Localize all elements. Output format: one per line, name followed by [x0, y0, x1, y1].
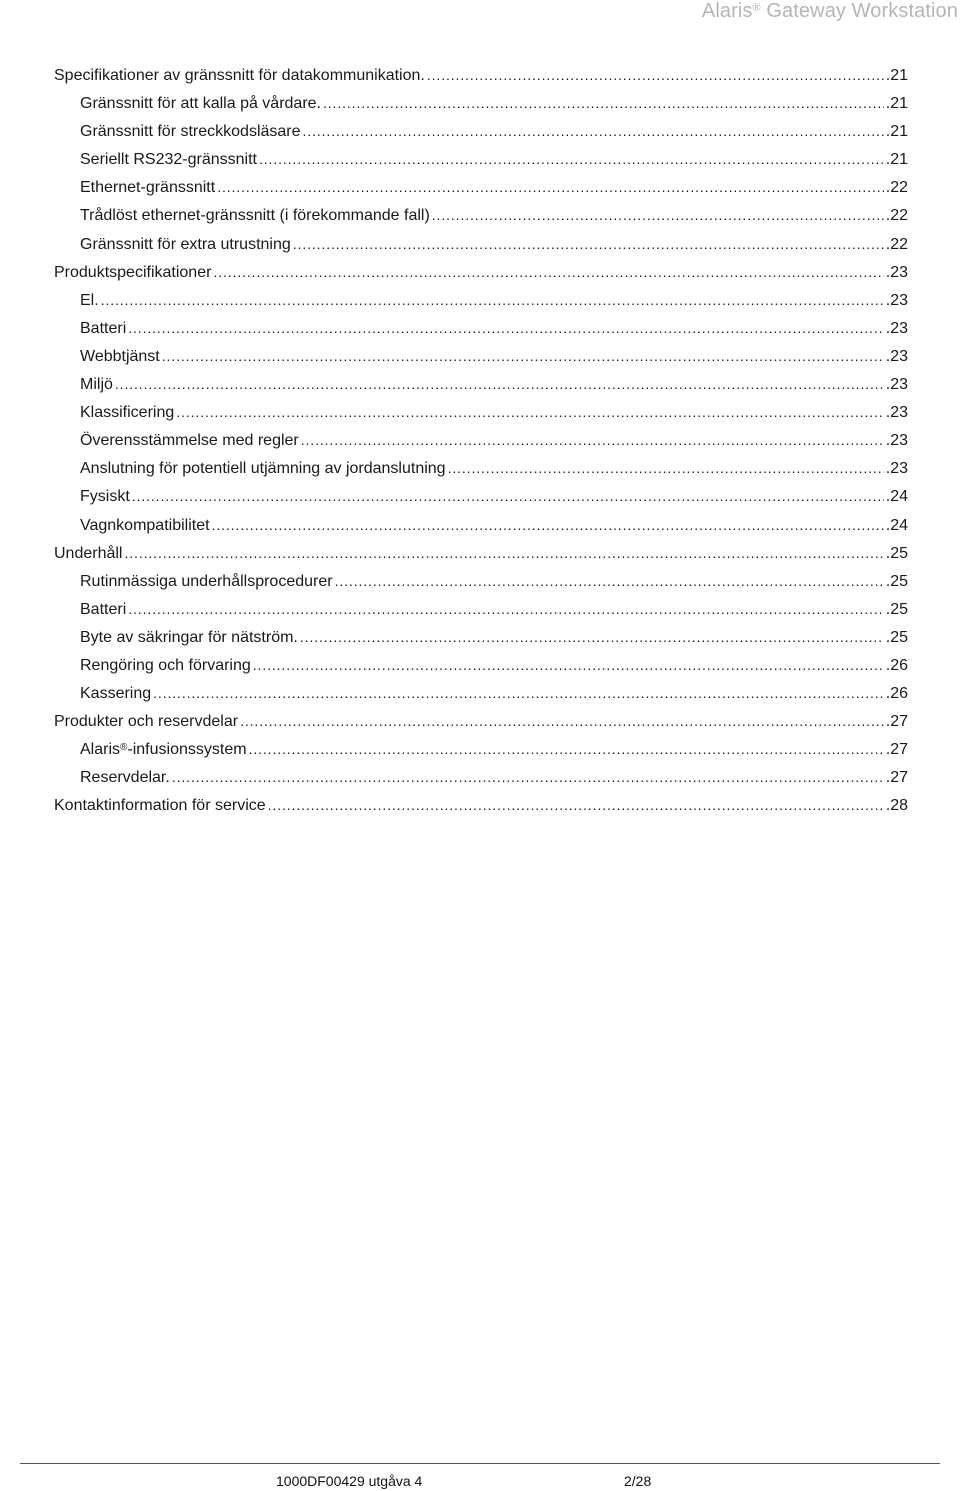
- toc-entry[interactable]: [54, 763, 908, 791]
- toc-dot-leader: [448, 454, 884, 482]
- toc-dot-leader: [162, 342, 884, 370]
- toc-entry[interactable]: [54, 679, 908, 707]
- toc-entry[interactable]: [54, 398, 908, 426]
- toc-entry-title: [80, 427, 299, 455]
- toc-entry[interactable]: [54, 145, 908, 173]
- toc-entry-title: [80, 343, 160, 371]
- toc-entry-title: [80, 174, 215, 202]
- footer-divider: [20, 1463, 940, 1464]
- toc-entry-title: [54, 792, 266, 820]
- toc-entry[interactable]: [54, 454, 908, 482]
- toc-entry-page: .21: [885, 95, 908, 113]
- toc-entry-page: .25: [885, 572, 908, 590]
- toc-entry-title-text: Överensstämmelse med regler: [80, 432, 299, 450]
- toc-entry-title: [80, 90, 321, 118]
- toc-entry-page: .22: [885, 235, 908, 253]
- toc-entry[interactable]: [54, 735, 908, 763]
- toc-dot-leader: [259, 145, 884, 173]
- toc-entry-page: .21: [885, 123, 908, 141]
- toc-entry[interactable]: [54, 595, 908, 623]
- toc-entry[interactable]: [54, 651, 908, 679]
- toc-entry-title: [80, 764, 170, 792]
- toc-entry-title-text: Batteri: [80, 600, 127, 618]
- toc-entry-title: [80, 596, 126, 624]
- header-product: Gateway Workstation: [760, 0, 958, 22]
- toc-entry-title: [80, 512, 210, 540]
- toc-dot-leader: [427, 61, 884, 89]
- toc-entry-title-text: Webbtjänst: [80, 347, 160, 365]
- toc-entry-page: .21: [885, 151, 908, 169]
- toc-dot-leader: [217, 173, 884, 201]
- toc-dot-leader: [176, 398, 883, 426]
- toc-dot-leader: [335, 567, 884, 595]
- toc-dot-leader: [293, 230, 884, 258]
- toc-entry-page: .22: [885, 179, 908, 197]
- toc-entry-page: .25: [885, 600, 908, 618]
- toc-entry-title: [80, 736, 247, 764]
- table-of-contents: [54, 61, 908, 820]
- toc-dot-leader: [432, 201, 884, 229]
- toc-entry-title: [80, 483, 130, 511]
- toc-entry-page: .23: [885, 319, 908, 337]
- toc-entry[interactable]: [54, 370, 908, 398]
- toc-entry[interactable]: [54, 61, 908, 89]
- toc-entry[interactable]: [54, 482, 908, 510]
- toc-dot-leader: [249, 735, 884, 763]
- toc-entry[interactable]: [54, 314, 908, 342]
- toc-entry-title: [80, 455, 446, 483]
- toc-entry-title-text: Alaris: [80, 741, 121, 759]
- toc-entry-title: [80, 680, 151, 708]
- toc-entry-page: .21: [885, 67, 908, 84]
- footer-page-number: 2/28: [624, 1473, 652, 1489]
- toc-dot-leader: [268, 791, 884, 819]
- toc-entry-title: [54, 540, 122, 568]
- toc-dot-leader: [153, 679, 884, 707]
- page-header-title: [702, 0, 958, 23]
- toc-entry-title-text: Batteri: [80, 319, 127, 337]
- toc-entry[interactable]: [54, 258, 908, 286]
- registered-mark: ®: [752, 2, 761, 14]
- toc-entry[interactable]: [54, 791, 908, 819]
- toc-entry-page: .23: [885, 291, 908, 309]
- toc-entry-title: [54, 62, 425, 90]
- toc-entry-title-text: Rengöring och förvaring: [80, 656, 251, 674]
- toc-entry-title-suffix: -infusionssystem: [127, 741, 247, 759]
- toc-entry-title: [80, 146, 257, 174]
- toc-entry-title-text: Underhåll: [54, 544, 123, 562]
- toc-entry-page: .22: [885, 207, 908, 225]
- toc-entry-title-text: Fysiskt: [80, 488, 130, 506]
- toc-entry-title-text: Seriellt RS232-gränssnitt: [80, 151, 257, 169]
- toc-entry-title-text: Kontaktinformation för service: [54, 797, 266, 815]
- toc-entry[interactable]: [54, 539, 908, 567]
- toc-dot-leader: [301, 426, 884, 454]
- toc-entry-title-text: Specifikationer av gränssnitt för datakommunikation.: [54, 67, 425, 84]
- toc-entry[interactable]: [54, 623, 908, 651]
- toc-entry-title-text: Gränssnitt för streckkodsläsare: [80, 123, 301, 141]
- toc-entry-title: [54, 708, 238, 736]
- toc-entry-page: .23: [885, 347, 908, 365]
- toc-entry-title-text: Trådlöst ethernet-gränssnitt (i förekommande fall): [80, 207, 430, 225]
- header-brand: Alaris: [701, 0, 753, 22]
- toc-dot-leader: [132, 482, 884, 510]
- toc-entry[interactable]: [54, 201, 908, 229]
- toc-entry-title: [80, 287, 99, 315]
- toc-dot-leader: [172, 763, 884, 791]
- toc-entry-title-text: Produkter och reservdelar: [54, 713, 239, 731]
- toc-entry[interactable]: [54, 426, 908, 454]
- toc-entry-title: [80, 399, 174, 427]
- toc-entry-page: .25: [885, 544, 908, 562]
- toc-entry-title: [80, 231, 291, 259]
- toc-dot-leader: [300, 623, 884, 651]
- toc-dot-leader: [124, 539, 883, 567]
- toc-dot-leader: [253, 651, 884, 679]
- registered-mark: ®: [120, 742, 128, 754]
- toc-dot-leader: [101, 286, 884, 314]
- toc-entry-page: .26: [885, 685, 908, 703]
- toc-dot-leader: [213, 258, 883, 286]
- toc-entry[interactable]: [54, 286, 908, 314]
- toc-entry[interactable]: [54, 707, 908, 735]
- toc-entry[interactable]: [54, 511, 908, 539]
- toc-entry-title-text: Produktspecifikationer: [54, 263, 212, 281]
- toc-entry-title-text: Byte av säkringar för nätström.: [80, 628, 298, 646]
- toc-entry-title: [80, 568, 333, 596]
- footer-document-id: 1000DF00429 utgåva 4: [276, 1473, 423, 1489]
- toc-entry-title: [80, 652, 251, 680]
- toc-entry-title-text: Anslutning för potentiell utjämning av jordanslutning: [80, 460, 446, 478]
- toc-entry-page: .24: [885, 488, 908, 506]
- toc-entry-title-text: Kassering: [80, 685, 152, 703]
- toc-dot-leader: [128, 595, 884, 623]
- toc-entry-page: .23: [885, 376, 908, 394]
- toc-entry[interactable]: [54, 230, 908, 258]
- toc-entry-page: .28: [885, 797, 908, 815]
- toc-entry-title: [80, 371, 113, 399]
- toc-entry-page: .23: [885, 432, 908, 450]
- toc-entry-title-text: El.: [80, 291, 99, 309]
- toc-entry-page: .25: [885, 628, 908, 646]
- toc-entry-title: [80, 202, 430, 230]
- toc-dot-leader: [115, 370, 884, 398]
- toc-entry-page: .27: [885, 741, 908, 759]
- toc-entry-title-text: Miljö: [80, 376, 113, 394]
- toc-entry-title-text: Rutinmässiga underhållsprocedurer: [80, 572, 333, 590]
- toc-entry-page: .27: [885, 713, 908, 731]
- toc-entry[interactable]: [54, 89, 908, 117]
- toc-entry-page: .27: [885, 769, 908, 787]
- toc-entry[interactable]: [54, 117, 908, 145]
- toc-entry[interactable]: [54, 342, 908, 370]
- toc-entry-title-text: Gränssnitt för att kalla på vårdare.: [80, 95, 321, 113]
- toc-entry-title: [54, 259, 211, 287]
- toc-entry-title: [80, 315, 126, 343]
- toc-entry[interactable]: [54, 173, 908, 201]
- toc-entry-page: .26: [885, 656, 908, 674]
- toc-entry-title-text: Ethernet-gränssnitt: [80, 179, 216, 197]
- toc-entry-title-text: Vagnkompatibilitet: [80, 516, 210, 534]
- toc-entry-page: .23: [885, 263, 908, 281]
- toc-dot-leader: [212, 511, 884, 539]
- toc-entry-title-text: Klassificering: [80, 404, 175, 422]
- toc-entry-title: [80, 118, 301, 146]
- toc-dot-leader: [128, 314, 884, 342]
- toc-entry-title: [80, 624, 298, 652]
- toc-entry-page: .23: [885, 460, 908, 478]
- toc-dot-leader: [303, 117, 884, 145]
- toc-dot-leader: [323, 89, 884, 117]
- toc-entry-title-text: Reservdelar.: [80, 769, 170, 787]
- toc-entry-title-text: Gränssnitt för extra utrustning: [80, 235, 291, 253]
- toc-entry-page: .23: [885, 404, 908, 422]
- toc-dot-leader: [240, 707, 884, 735]
- toc-entry-page: .24: [885, 516, 908, 534]
- toc-entry[interactable]: [54, 567, 908, 595]
